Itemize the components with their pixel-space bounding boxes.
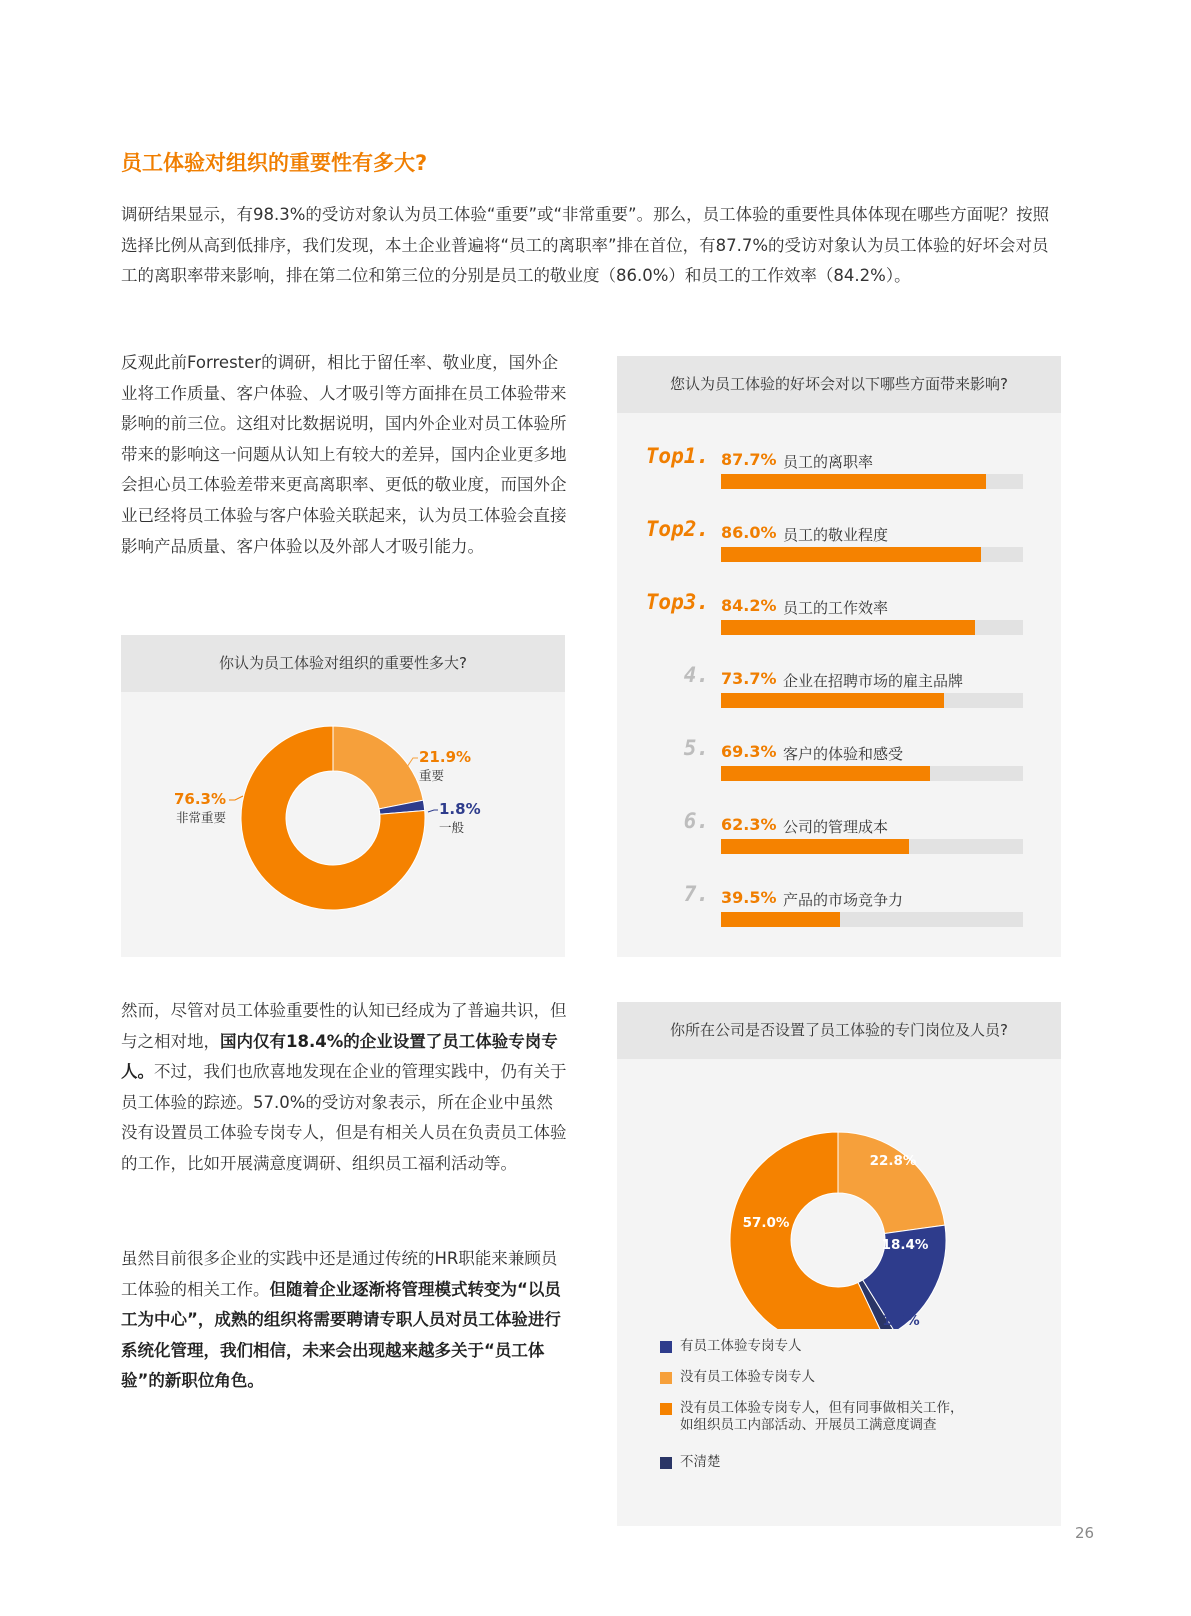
bar — [721, 693, 944, 708]
bar-category-label: 员工的工作效率 — [783, 599, 889, 617]
para3-highlight: 国内仅有18.4%的企业设置了员工体验专岗专人。 — [121, 1031, 558, 1082]
para3-text-a: 然而，尽管对员工体验重要性的认知已经成为了普遍共识，但与之相对地， — [121, 1001, 567, 1051]
dedicated-role-chart-title: 你所在公司是否设置了员工体验的专门岗位及人员? — [617, 1002, 1061, 1059]
outlook-paragraph — [121, 1244, 568, 1397]
legend-item — [680, 1454, 721, 1471]
dedicated-role-donut-svg — [617, 1059, 1061, 1329]
bar-rank: Top1. — [645, 444, 709, 468]
bar-rank: 7. — [683, 882, 709, 906]
legend-item — [680, 1338, 802, 1355]
legend-swatch — [660, 1341, 672, 1353]
leader-general — [428, 810, 438, 812]
bar-category-label: 公司的管理成本 — [783, 818, 889, 836]
importance-slice-0 — [333, 726, 423, 809]
bar-value-label: 86.0% — [721, 523, 777, 542]
bar-track — [721, 766, 1023, 781]
bar — [721, 620, 975, 635]
bar-category-label: 企业在招聘市场的雇主品牌 — [783, 672, 964, 690]
bar-category-label: 产品的市场竞争力 — [783, 891, 904, 909]
bar-track — [721, 620, 1023, 635]
label-important-value: 21.9% — [419, 748, 472, 766]
importance-donut-svg — [121, 692, 565, 957]
para4-text-a: 虽然目前很多企业的实践中还是通过传统的HR职能来兼顾员工体验的相关工作。 — [121, 1249, 558, 1299]
impact-bar-area — [617, 413, 1061, 957]
label-very-important-value: 76.3% — [173, 790, 226, 808]
legend-label: 没有员工体验专岗专人，但有同事做相关工作， — [680, 1400, 964, 1416]
label-important-name: 重要 — [419, 768, 445, 783]
bar-category-label: 客户的体验和感受 — [783, 745, 904, 763]
slice-label-related-work: 57.0% — [742, 1215, 790, 1231]
bar-value-label: 73.7% — [721, 669, 777, 688]
bar-value-label: 84.2% — [721, 596, 777, 615]
bar-value-label: 62.3% — [721, 815, 777, 834]
bar — [721, 839, 909, 854]
label-very-important-name: 非常重要 — [175, 810, 226, 825]
bar-category-label: 员工的离职率 — [783, 453, 874, 471]
bar-rank: 5. — [683, 736, 709, 760]
slice-label-has-dedicated: 18.4% — [881, 1237, 929, 1253]
bar-value-label: 87.7% — [721, 450, 777, 469]
slice-label-no-dedicated: 22.8% — [869, 1153, 917, 1169]
intro-paragraph: 调研结果显示，有98.3%的受访对象认为员工体验“重要”或“非常重要”。那么，员工体验的重要性具体体现在哪些方面呢？按照选择比例从高到低排序，我们发现，本土企业普遍将“员工的离职率”排在首位，有87.7%的受访对象认为员工体验的好坏会对员工的离职率带来影响，排在第二位和第三位的分别是员工的敬业度（86.0%）和员工的工作效率（84.2%）。 — [121, 205, 1050, 286]
bar-rank: Top2. — [645, 517, 709, 541]
bar-value-label: 69.3% — [721, 742, 777, 761]
bar — [721, 766, 930, 781]
dedicated-role-chart-card — [617, 1002, 1061, 1526]
slice-label-unclear: 1.8% — [882, 1313, 920, 1329]
page-number: 26 — [1075, 1524, 1095, 1542]
bar-rank: Top3. — [645, 590, 709, 614]
dedicated-role-slice-0 — [838, 1132, 945, 1234]
bar-track — [721, 474, 1023, 489]
para3-text-c: 不过，我们也欣喜地发现在企业的管理实践中，仍有关于员工体验的踪迹。57.0%的受访对象表示，所在企业中虽然没有设置员工体验专岗专人，但是有相关人员在负责员工体验的工作，比如开展满意度调研、组织员工福利活动等。 — [121, 1062, 567, 1173]
section-heading: 员工体验对组织的重要性有多大? — [121, 151, 428, 175]
leader-very-important — [229, 796, 243, 800]
importance-chart-card — [121, 635, 565, 957]
label-general-value: 1.8% — [439, 800, 481, 818]
bar-rank: 4. — [683, 663, 709, 687]
legend-label: 有员工体验专岗专人 — [680, 1338, 802, 1354]
legend-item — [680, 1400, 964, 1434]
bar-value-label: 39.5% — [721, 888, 777, 907]
bar-rank: 6. — [683, 809, 709, 833]
legend-item — [680, 1369, 815, 1386]
label-general-name: 一般 — [439, 820, 465, 835]
legend-swatch — [660, 1457, 672, 1469]
legend-label: 没有员工体验专岗专人 — [680, 1369, 815, 1385]
bar-track — [721, 693, 1023, 708]
impact-chart-title: 您认为员工体验的好坏会对以下哪些方面带来影响? — [617, 356, 1061, 413]
legend-swatch — [660, 1372, 672, 1384]
bar-track — [721, 912, 1023, 927]
bar-track — [721, 839, 1023, 854]
bar-track — [721, 547, 1023, 562]
legend-label: 不清楚 — [680, 1454, 721, 1470]
importance-chart-title: 你认为员工体验对组织的重要性多大? — [121, 635, 565, 692]
bar — [721, 912, 840, 927]
legend-swatch — [660, 1403, 672, 1415]
legend-label-line2: 如组织员工内部活动、开展员工满意度调查 — [680, 1417, 937, 1433]
comparison-paragraph: 反观此前Forrester的调研，相比于留任率、敬业度，国外企业将工作质量、客户体验、人才吸引等方面排在员工体验带来影响的前三位。这组对比数据说明，国内外企业对员工体验所带来的影响这一问题从认知上有较大的差异，国内企业更多地会担心员工体验差带来更高离职率、更低的敬业度，而国外企业已经将员工体验与客户体验关联起来，认为员工体验会直接影响产品质量、客户体验以及外部人才吸引能力。 — [121, 353, 567, 556]
bar-category-label: 员工的敬业程度 — [783, 526, 889, 544]
para4-highlight: 但随着企业逐渐将管理模式转变为“以员工为中心”，成熟的组织将需要聘请专职人员对员工体验进行系统化管理，我们相信，未来会出现越来越多关于“员工体验”的新职位角色。 — [121, 1279, 561, 1391]
bar — [721, 547, 981, 562]
impact-chart-card — [617, 356, 1061, 957]
bar — [721, 474, 986, 489]
dedicated-role-paragraph — [121, 996, 568, 1180]
